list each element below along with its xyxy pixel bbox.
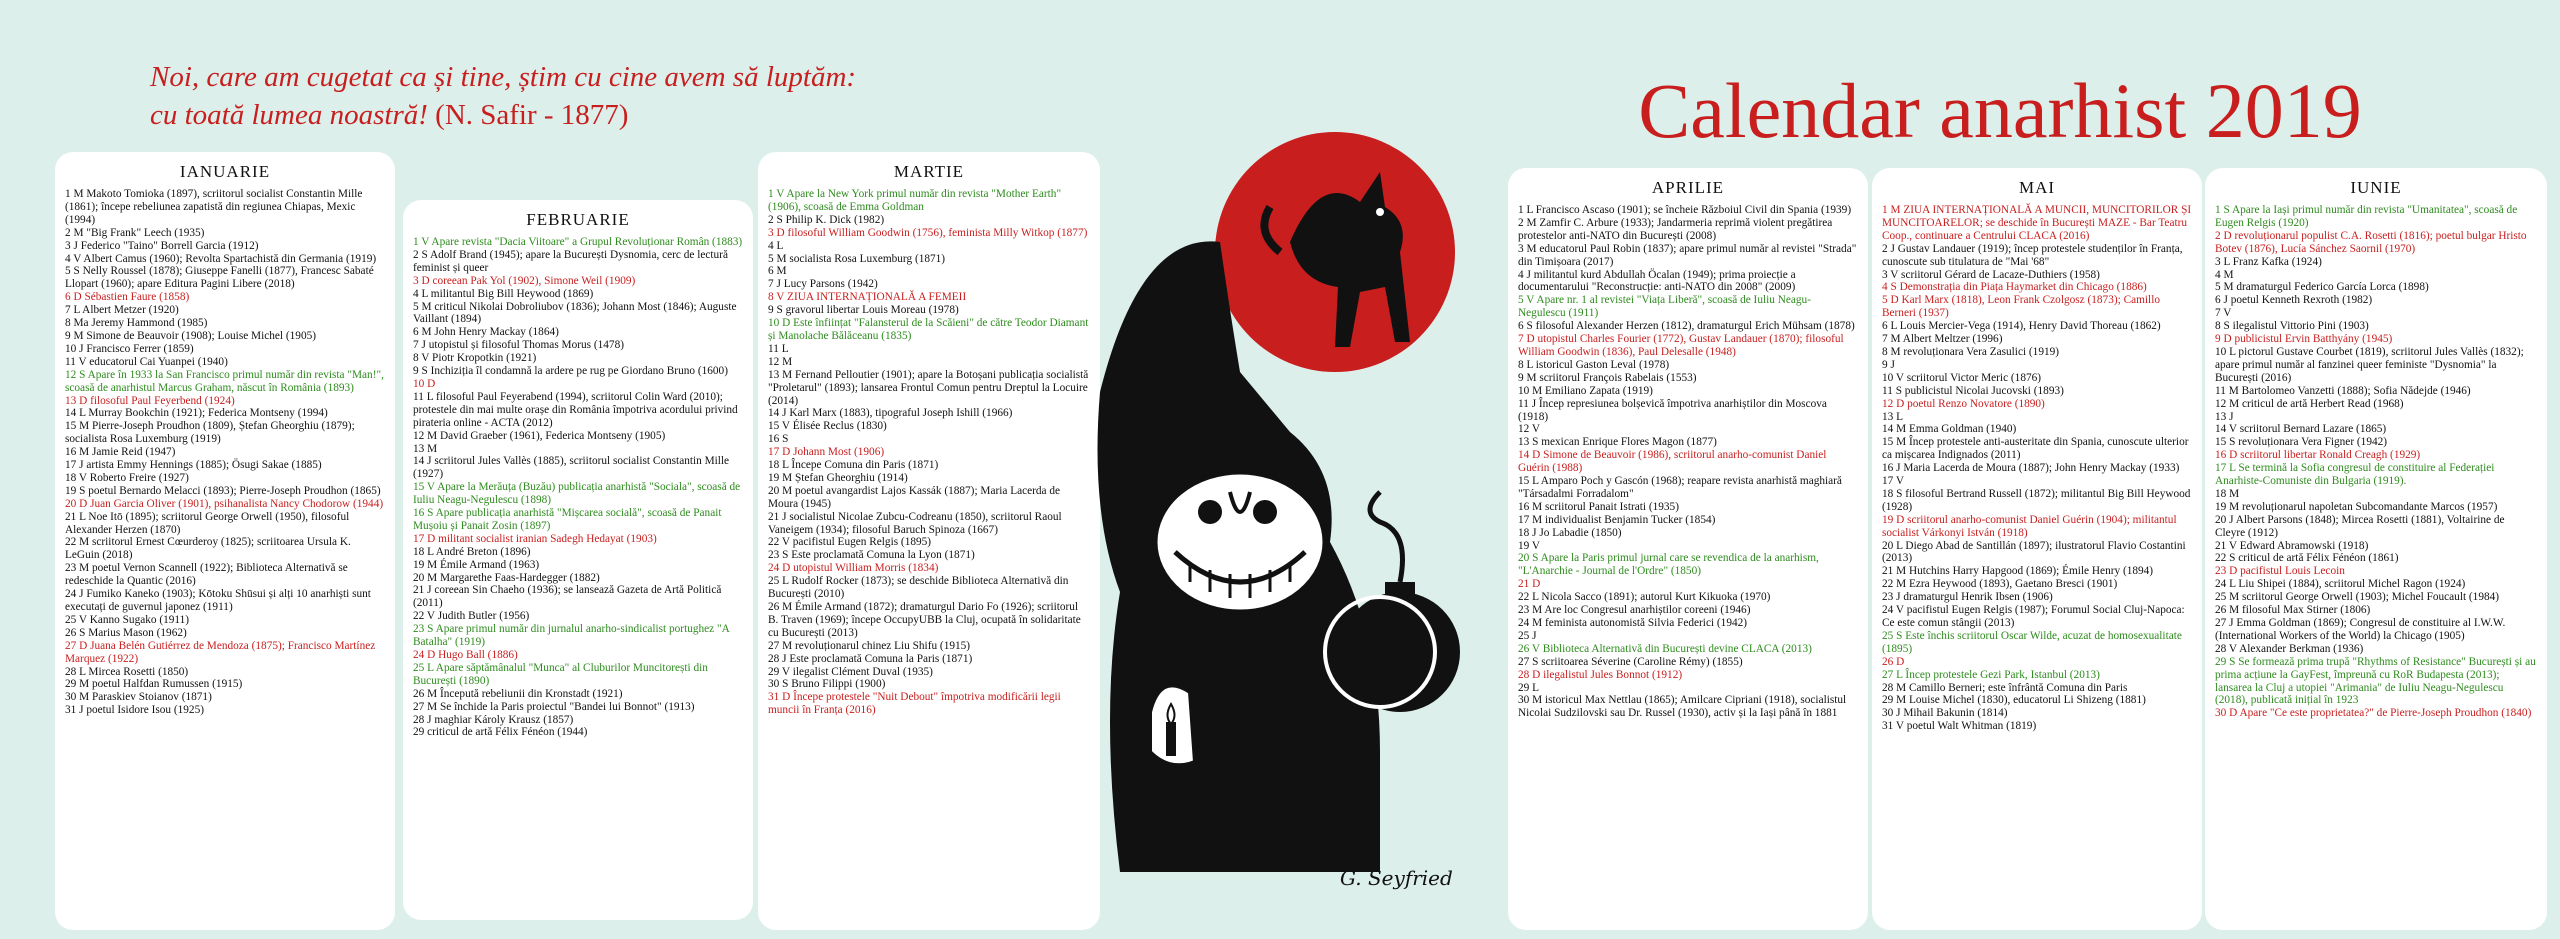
month-title: APRILIE (1651, 178, 1725, 197)
day-list (1518, 204, 1858, 720)
day-entry: 20 M Margarethe Faas-Hardegger (1882) (413, 571, 600, 584)
day-entry: 29 M poetul Halfdan Rumussen (1915) (65, 678, 243, 691)
day-entry: 17 V (1882, 475, 1905, 488)
day-entry: 8 Ma Jeremy Hammond (1985) (65, 317, 208, 330)
day-entry: 23 S Este proclamată Comuna la Lyon (1871) (768, 549, 975, 562)
day-entry: 6 S filosoful Alexander Herzen (1812), dramaturgul Erich Mühsam (1878) (1518, 320, 1855, 333)
day-entry: 8 V Piotr Kropotkin (1921) (413, 352, 537, 365)
day-entry: 8 S ilegalistul Vittorio Pini (1903) (2215, 320, 2369, 333)
day-entry: 1 V Apare la New York primul număr din revista "Mother Earth" (1906), scoasă de Emma Goldman (768, 188, 1062, 213)
day-entry: 6 D Sébastien Faure (1858) (65, 291, 190, 304)
illustration-signature: G. Seyfried (1340, 866, 1453, 890)
day-entry: 25 V Kanno Sugako (1911) (65, 613, 190, 626)
day-entry: 25 L Apare săptămânalul "Munca" al Cluburilor Muncitorești din București (1890) (413, 661, 708, 687)
day-entry: 6 L Louis Mercier-Vega (1914), Henry David Thoreau (1862) (1882, 320, 2161, 333)
day-list (65, 188, 385, 717)
day-entry: 13 S mexican Enrique Flores Magon (1877) (1518, 436, 1717, 449)
day-entry: 11 L (768, 342, 789, 355)
quote-line-1: Noi, care am cugetat ca și tine, știm cu cine avem să luptăm: (150, 61, 857, 93)
day-entry: 11 S publicistul Nicolai Jucovski (1893) (1882, 384, 2064, 397)
day-entry: 12 D poetul Renzo Novatore (1890) (1882, 397, 2045, 410)
day-entry: 13 J (2215, 410, 2234, 423)
day-entry: 15 M Pierre-Joseph Proudhon (1809), Ștefan Gheorghiu (1879); socialista Rosa Luxemburg (1919) (65, 420, 355, 446)
day-entry: 15 V Élisée Reclus (1830) (768, 420, 887, 433)
day-entry: 10 M Emiliano Zapata (1919) (1518, 384, 1653, 397)
day-entry: 27 M revoluționarul chinez Liu Shifu (1915) (768, 639, 971, 652)
day-entry: 26 D (1882, 655, 1905, 668)
day-entry: 20 S Apare la Paris primul jurnal care se revendica de la anarhism, "L'Anarchie - Journal de l'Ordre" (1850) (1518, 552, 1819, 578)
day-entry: 2 J Gustav Landauer (1919); încep protestele studenților în Franța, cunoscute sub titulatura de "Mai '68" (1882, 242, 2183, 268)
day-entry: 10 D (413, 377, 436, 390)
day-entry: 28 V Alexander Berkman (1936) (2215, 642, 2364, 655)
day-entry: 27 D Juana Belén Gutiérrez de Mendoza (1875); Francisco Martínez Marquez (1922) (65, 639, 376, 665)
day-entry: 30 J Mihail Bakunin (1814) (1882, 707, 2008, 720)
day-entry: 27 S scriitoarea Séverine (Caroline Rémy) (1855) (1518, 655, 1743, 668)
day-entry: 17 J artista Emmy Hennings (1885); Ösugi Sakae (1885) (65, 459, 322, 472)
day-entry: 20 D Juan Garcia Oliver (1901), psihanalista Nancy Chodorow (1944) (65, 497, 384, 510)
day-entry: 3 D coreean Pak Yol (1902), Simone Weil (1909) (413, 274, 636, 287)
day-entry: 28 D ilegalistul Jules Bonnot (1912) (1518, 668, 1683, 681)
day-entry: 17 M individualist Benjamin Tucker (1854) (1518, 513, 1716, 526)
day-entry: 26 M Émile Armand (1872); dramaturgul Dario Fo (1926); scriitorul B. Traven (1969); începe OccupyUBB la Cluj, ocupată în solidaritate cu București (2013) (768, 601, 1081, 639)
day-entry: 24 J Fumiko Kaneko (1903); Kōtoku Shūsui și alți 10 anarhiști sunt executați de guvernul japonez (1911) (65, 588, 371, 613)
day-entry: 20 M poetul avangardist Lajos Kassák (1887); Maria Lacerda de Moura (1945) (768, 484, 1061, 510)
day-entry: 23 M poetul Vernon Scannell (1922); Biblioteca Alternativă se redeschide la Quantic (2016) (65, 562, 348, 588)
day-entry: 4 M (2215, 268, 2234, 281)
day-entry: 5 M socialista Rosa Luxemburg (1871) (768, 252, 946, 265)
day-entry: 23 J dramaturgul Henrik Ibsen (1906) (1882, 591, 2053, 604)
day-entry: 13 D filosoful Paul Feyerbend (1924) (65, 394, 235, 407)
day-entry: 26 S Marius Mason (1962) (65, 626, 187, 639)
day-entry: 30 M Paraskiev Stoianov (1871) (65, 691, 212, 704)
month-card-mai (1872, 168, 2202, 930)
day-entry: 21 V Edward Abramowski (1918) (2215, 539, 2369, 552)
day-entry: 13 L (1882, 410, 1904, 423)
day-entry: 26 V Biblioteca Alternativă din București devine CLACA (2013) (1518, 642, 1812, 655)
page-title: Calendar anarhist 2019 (1638, 67, 2362, 154)
day-entry: 19 M revoluționarul napoletan Subcomandante Marcos (1957) (2215, 500, 2498, 513)
day-entry: 17 D militant socialist iranian Sadegh Hedayat (1903) (413, 532, 657, 545)
day-entry: 30 S Bruno Filippi (1900) (768, 678, 886, 691)
day-entry: 10 V scriitorul Victor Meric (1876) (1882, 371, 2042, 384)
day-entry: 24 D Hugo Ball (1886) (413, 649, 518, 661)
day-entry: 31 J poetul Isidore Isou (1925) (65, 704, 204, 717)
day-entry: 10 J Francisco Ferrer (1859) (65, 342, 194, 355)
day-entry: 22 M Ezra Heywood (1893), Gaetano Bresci (1901) (1882, 578, 2118, 591)
day-entry: 8 M revoluționara Vera Zasulici (1919) (1882, 345, 2060, 358)
day-entry: 1 M ZIUA INTERNAȚIONALĂ A MUNCII, MUNCITORILOR ȘI MUNCITOARELOR; se deschide în București MAZE - Bar Teatru Coop., continuare a Centrului CLACA (2016) (1882, 204, 2192, 242)
day-entry: 11 J Încep represiunea bolșevică împotriva anarhiștilor din Moscova (1918) (1518, 397, 1827, 423)
day-entry: 16 M scriitorul Panait Istrati (1935) (1518, 500, 1679, 513)
day-entry: 14 M Emma Goldman (1940) (1882, 423, 2017, 436)
month-title: MAI (2018, 178, 2056, 197)
day-entry: 7 V (2215, 307, 2232, 320)
day-entry: 2 S Adolf Brand (1945); apare la București Dysnomia, cerc de lectură feminist și queer (413, 248, 728, 274)
day-entry: 21 J coreean Sin Chaeho (1936); se lansează Gazeta de Artă Politică (2011) (413, 584, 722, 610)
day-entry: 3 J Federico "Taino" Borrell Garcia (1912) (65, 239, 259, 252)
day-entry: 23 D pacifistul Louis Lecoin (2215, 565, 2345, 578)
day-entry: 22 S criticul de artă Félix Fénéon (1861) (2215, 552, 2399, 565)
day-entry: 19 V (1518, 539, 1541, 552)
day-entry: 5 M criticul Nikolai Dobroliubov (1836); Johann Most (1846); Auguste Vaillant (1894) (413, 300, 737, 326)
day-entry: 12 M (768, 355, 793, 368)
day-entry: 29 S Se formează prima trupă "Rhythms of Resistance" București și au prima acțiune la GayFest, împreună cu RoR Budapesta (2013); lansarea la Cluj a utopiei "Arimania" de Iuliu Neagu-Negulescu (2018), publicată inițial în 1923 (2215, 655, 2536, 707)
day-entry: 7 J Lucy Parsons (1942) (768, 278, 878, 291)
day-entry: 29 L (1518, 681, 1540, 694)
day-entry: 9 D publicistul Ervin Batthyány (1945) (2215, 333, 2393, 346)
day-list (413, 236, 743, 739)
day-entry: 1 S Apare la Iași primul număr din revista "Umanitatea", scoasă de Eugen Relgis (1920) (2215, 204, 2518, 229)
day-entry: 24 V pacifistul Eugen Relgis (1987); Forumul Social Cluj-Napoca: Ce este comun stângii (2013) (1882, 604, 2185, 629)
day-list (1882, 204, 2192, 733)
day-entry: 4 J militantul kurd Abdullah Öcalan (1949); prima proiecție a documentarului "Reconstrucție: anti-NATO din 2008" (2009) (1518, 268, 1796, 294)
day-entry: 7 L Albert Metzer (1920) (65, 304, 179, 317)
day-entry: 28 J maghiar Károly Krausz (1857) (413, 713, 574, 726)
day-list (768, 188, 1090, 717)
quote-attribution: (N. Safir - 1877) (435, 99, 629, 131)
quote-line-2-text: cu toată lumea noastră! (150, 99, 428, 131)
day-entry: 13 M Fernand Pelloutier (1901); apare la Botoșani publicația socialistă "Proletarul" (1893); lansarea Frontul Comun pentru Dreptul la Locuire (2014) (768, 368, 1089, 407)
day-entry: 16 J Maria Lacerda de Moura (1887); John Henry Mackay (1933) (1882, 462, 2180, 475)
day-entry: 31 V poetul Walt Whitman (1819) (1882, 720, 2037, 733)
day-entry: 18 L Începe Comuna din Paris (1871) (768, 459, 939, 472)
day-entry: 7 D utopistul Charles Fourier (1772), Gustav Landauer (1870); filosoful William Goodwin (1836), Paul Delesalle (1948) (1518, 333, 1844, 358)
day-entry: 26 M Începută rebeliunii din Kronstadt (1921) (413, 687, 623, 700)
month-card-aprilie (1508, 168, 1868, 930)
day-entry: 20 J Albert Parsons (1848); Mircea Rosetti (1881), Voltairine de Cleyre (1912) (2215, 513, 2505, 539)
day-entry: 22 V pacifistul Eugen Relgis (1895) (768, 536, 932, 549)
day-entry: 2 S Philip K. Dick (1982) (768, 213, 885, 226)
day-entry: 19 S poetul Bernardo Melacci (1893); Pierre-Joseph Proudhon (1865) (65, 484, 381, 497)
day-list (2215, 204, 2537, 720)
day-entry: 9 S Inchiziția îl condamnă la ardere pe rug pe Giordano Bruno (1600) (413, 365, 728, 378)
day-entry: 14 D Simone de Beauvoir (1986), scriitorul anarho-comunist Daniel Guérin (1988) (1518, 449, 1827, 475)
day-entry: 23 M Are loc Congresul anarhiștilor coreeni (1946) (1518, 604, 1751, 617)
day-entry: 5 V Apare nr. 1 al revistei "Viața Liberă", scoasă de Iuliu Neagu-Negulescu (1911) (1518, 294, 1811, 320)
day-entry: 16 M Jamie Reid (1947) (65, 446, 176, 459)
day-entry: 14 V scriitorul Bernard Lazare (1865) (2215, 423, 2387, 436)
day-entry: 15 S revoluționara Vera Figner (1942) (2215, 436, 2388, 449)
day-entry: 25 L Rudolf Rocker (1873); se deschide Biblioteca Alternativă din București (2010) (768, 575, 1069, 601)
day-entry: 22 M scriitorul Ernest Cœurderoy (1825); scriitoarea Ursula K. LeGuin (2018) (65, 536, 351, 562)
day-entry: 25 S Este închis scriitorul Oscar Wilde, acuzat de homosexualitate (1895) (1882, 629, 2182, 655)
day-entry: 11 L filosoful Paul Feyerabend (1994), scriitorul Colin Ward (2010); protestele din mai multe orașe din România împotriva acordului privind pirateria online - ACTA (2012) (413, 390, 738, 429)
day-entry: 11 V educatorul Cai Yuanpei (1940) (65, 355, 228, 368)
day-entry: 24 D utopistul William Morris (1834) (768, 562, 939, 575)
day-entry: 16 S (768, 433, 789, 446)
day-entry: 12 S Apare în 1933 la San Francisco primul număr din revista "Man!", scoasă de anarhistul Marcus Graham, născut în România (1893) (65, 368, 384, 394)
day-entry: 5 M dramaturgul Federico García Lorca (1898) (2215, 281, 2429, 294)
month-title: IUNIE (2350, 178, 2402, 197)
day-entry: 28 L Mircea Rosetti (1850) (65, 665, 189, 678)
day-entry: 14 J scriitorul Jules Vallès (1885), scriitorul socialist Constantin Mille (1927) (413, 455, 730, 481)
day-entry: 14 L Murray Bookchin (1921); Federica Montseny (1994) (65, 407, 328, 420)
quote-line-2 (150, 96, 1050, 134)
day-entry: 20 L Diego Abad de Santillán (1897); ilustratorul Flavio Costantini (2013) (1882, 539, 2186, 565)
month-card-martie (758, 152, 1100, 930)
day-entry: 3 D filosoful William Goodwin (1756), feminista Milly Witkop (1877) (768, 226, 1088, 239)
day-entry: 15 V Apare la Merăuța (Buzău) publicația anarhistă "Sociala", scoasă de Iuliu Neagu-Negulescu (1898) (413, 481, 741, 507)
day-entry: 19 M Émile Armand (1963) (413, 558, 540, 571)
month-card-ianuarie (55, 152, 395, 930)
day-entry: 1 M Makoto Tomioka (1897), scriitorul socialist Constantin Mille (1861); începe rebeliunea zapatistă din regiunea Chiapas, Mexic (1994) (65, 188, 363, 226)
month-card-iunie (2205, 168, 2547, 930)
day-entry: 7 J utopistul și filosoful Thomas Morus (1478) (413, 339, 624, 352)
day-entry: 8 V ZIUA INTERNAȚIONALĂ A FEMEII (768, 291, 967, 304)
day-entry: 2 M "Big Frank" Leech (1935) (65, 226, 205, 239)
day-entry: 29 criticul de artă Félix Fénéon (1944) (413, 726, 588, 739)
day-entry: 14 J Karl Marx (1883), tipograful Joseph Ishill (1966) (768, 407, 1013, 420)
day-entry: 7 M Albert Meltzer (1996) (1882, 333, 2003, 346)
day-entry: 24 L Liu Shipei (1884), scriitorul Michel Ragon (1924) (2215, 578, 2466, 591)
day-entry: 30 M istoricul Max Nettlau (1865); Amilcare Cipriani (1918), socialistul Nicolai Sudzilovski sau Dr. Russel (1930), activ și la Iași până în 1881 (1518, 694, 1847, 720)
day-entry: 31 D Începe protestele "Nuit Debout" împotriva modificării legii muncii în Franța (2016) (768, 691, 1061, 717)
day-entry: 28 M Camillo Berneri; este înfrântă Comuna din Paris (1882, 681, 2128, 694)
day-entry: 12 M David Graeber (1961), Federica Montseny (1905) (413, 429, 666, 442)
day-entry: 27 M Se închide la Paris proiectul "Bandei lui Bonnot" (1913) (413, 700, 695, 713)
day-entry: 16 S Apare publicația anarhistă "Mișcarea socială", scoasă de Panait Mușoiu și Panait Zosin (1897) (413, 507, 722, 532)
day-entry: 21 D (1518, 578, 1541, 591)
day-entry: 29 M Louise Michel (1830), educatorul Li Shizeng (1881) (1882, 694, 2146, 707)
day-entry: 4 V Albert Camus (1960); Revolta Spartachistă din Germania (1919) (65, 252, 377, 265)
month-title: FEBRUARIE (526, 210, 630, 229)
day-entry: 19 M Ștefan Gheorghiu (1914) (768, 471, 908, 484)
day-entry: 28 J Este proclamată Comuna la Paris (1871) (768, 652, 973, 665)
day-entry: 3 L Franz Kafka (1924) (2215, 255, 2322, 268)
day-entry: 23 S Apare primul număr din jurnalul anarho-sindicalist portughez "A Batalha" (1919) (413, 623, 730, 649)
day-entry: 13 M (413, 442, 438, 455)
day-entry: 1 L Francisco Ascaso (1901); se încheie Războiul Civil din Spania (1939) (1518, 204, 1852, 216)
day-entry: 9 M Simone de Beauvoir (1908); Louise Michel (1905) (65, 329, 316, 342)
day-entry: 18 L André Breton (1896) (413, 545, 531, 558)
day-entry: 3 M educatorul Paul Robin (1837); apare primul număr al revistei "Strada" din Timișoara (2017) (1518, 242, 1857, 268)
day-entry: 21 J socialistul Nicolae Zubcu-Codreanu (1850), scriitorul Raoul Vaneigem (1934); filosoful Baruch Spinoza (1667) (768, 510, 1062, 536)
day-entry: 10 D Este înființat "Falansterul de la Scăieni" de către Teodor Diamant și Manolache Bălăceanu (1835) (768, 317, 1089, 342)
day-entry: 22 V Judith Butler (1956) (413, 610, 530, 623)
day-entry: 6 J poetul Kenneth Rexroth (1982) (2215, 294, 2373, 307)
day-entry: 30 D Apare "Ce este proprietatea?" de Pierre-Joseph Proudhon (1840) (2215, 707, 2532, 720)
day-entry: 8 L istoricul Gaston Leval (1978) (1518, 358, 1670, 371)
day-entry: 21 M Hutchins Harry Hapgood (1869); Émile Henry (1894) (1882, 565, 2154, 578)
day-entry: 21 L Noe Itō (1895); scriitorul George Orwell (1950), filosoful Alexander Herzen (1870) (65, 510, 350, 536)
day-entry: 27 J Emma Goldman (1869); Congresul de constituire al I.W.W. (International Workers of the World) la Chicago (1905) (2215, 617, 2506, 642)
header-quote (150, 58, 1050, 134)
day-entry: 4 L (768, 239, 784, 252)
day-entry: 18 M (2215, 487, 2240, 500)
day-entry: 18 S filosoful Bertrand Russell (1872); militantul Big Bill Heywood (1928) (1882, 487, 2191, 513)
day-entry: 9 M scriitorul François Rabelais (1553) (1518, 371, 1697, 384)
day-entry: 29 V ilegalist Clément Duval (1935) (768, 665, 933, 678)
day-entry: 5 S Nelly Roussel (1878); Giuseppe Fanelli (1877), Francesc Sabaté Llopart (1960); apare Editura Pagini Libere (2018) (65, 265, 374, 291)
day-entry: 26 M filosoful Max Stirner (1806) (2215, 604, 2371, 617)
day-entry: 17 L Se termină la Sofia congresul de constituire al Federației Anarhiste-Comuniste din Bulgaria (1919). (2215, 462, 2495, 488)
day-entry: 16 D scriitorul libertar Ronald Creagh (1929) (2215, 449, 2421, 462)
day-entry: 25 M scriitorul George Orwell (1903); Michel Foucault (1984) (2215, 591, 2500, 604)
day-entry: 9 J (1882, 358, 1895, 371)
day-entry: 15 L Amparo Poch y Gascón (1968); reapare revista anarhistă maghiară "Társadalmi Forradalom" (1518, 475, 1842, 500)
day-entry: 2 D revoluționarul populist C.A. Rosetti (1816); poetul bulgar Hristo Botev (1876), Lucía Sánchez Saornil (1970) (2215, 229, 2527, 255)
illustration-anarchist-icon (1080, 112, 1490, 902)
day-entry: 22 L Nicola Sacco (1891); autorul Kurt Kikuoka (1970) (1518, 591, 1771, 604)
day-entry: 10 L pictorul Gustave Courbet (1819), scriitorul Jules Vallès (1832); apare primul număr al fanzinei queer feministe "Dysnomia" la București (2016) (2215, 345, 2524, 384)
day-entry: 17 D Johann Most (1906) (768, 446, 885, 459)
day-entry: 1 V Apare revista "Dacia Viitoare" a Grupul Revoluționar Român (1883) (413, 236, 743, 248)
day-entry: 6 M John Henry Mackay (1864) (413, 326, 559, 339)
day-entry: 27 L Încep protestele Gezi Park, Istanbul (2013) (1882, 668, 2100, 681)
day-entry: 12 V (1518, 423, 1541, 436)
day-entry: 2 M Zamfir C. Arbure (1933); Jandarmeria reprimă violent pregătirea protestelor anti-NATO din București (2008) (1518, 216, 1833, 242)
day-entry: 19 D scriitorul anarho-comunist Daniel Guérin (1904); militantul socialist Várkonyi István (1918) (1882, 513, 2177, 539)
day-entry: 3 V scriitorul Gérard de Lacaze-Duthiers (1958) (1882, 268, 2100, 281)
month-title: IANUARIE (179, 162, 271, 181)
day-entry: 18 J Jo Labadie (1850) (1518, 526, 1622, 539)
month-title: MARTIE (893, 162, 965, 181)
day-entry: 18 V Roberto Freire (1927) (65, 471, 189, 484)
day-entry: 11 M Bartolomeo Vanzetti (1888); Sofia Nădejde (1946) (2215, 384, 2471, 397)
day-entry: 4 S Demonstrația din Piața Haymarket din Chicago (1886) (1882, 281, 2147, 294)
day-entry: 6 M (768, 265, 787, 278)
day-entry: 12 M criticul de artă Herbert Read (1968) (2215, 397, 2404, 410)
day-entry: 24 M feminista autonomistă Silvia Federici (1942) (1518, 617, 1748, 629)
day-entry: 9 S gravorul libertar Louis Moreau (1978) (768, 304, 959, 317)
day-entry: 25 J (1518, 629, 1537, 642)
day-entry: 4 L militantul Big Bill Heywood (1869) (413, 287, 594, 300)
month-card-februarie (403, 200, 753, 920)
day-entry: 15 M Încep protestele anti-austeritate din Spania, cunoscute ulterior ca mișcarea Indignados (2011) (1882, 436, 2189, 462)
day-entry: 5 D Karl Marx (1818), Leon Frank Czolgosz (1873); Camillo Berneri (1937) (1882, 294, 2160, 320)
